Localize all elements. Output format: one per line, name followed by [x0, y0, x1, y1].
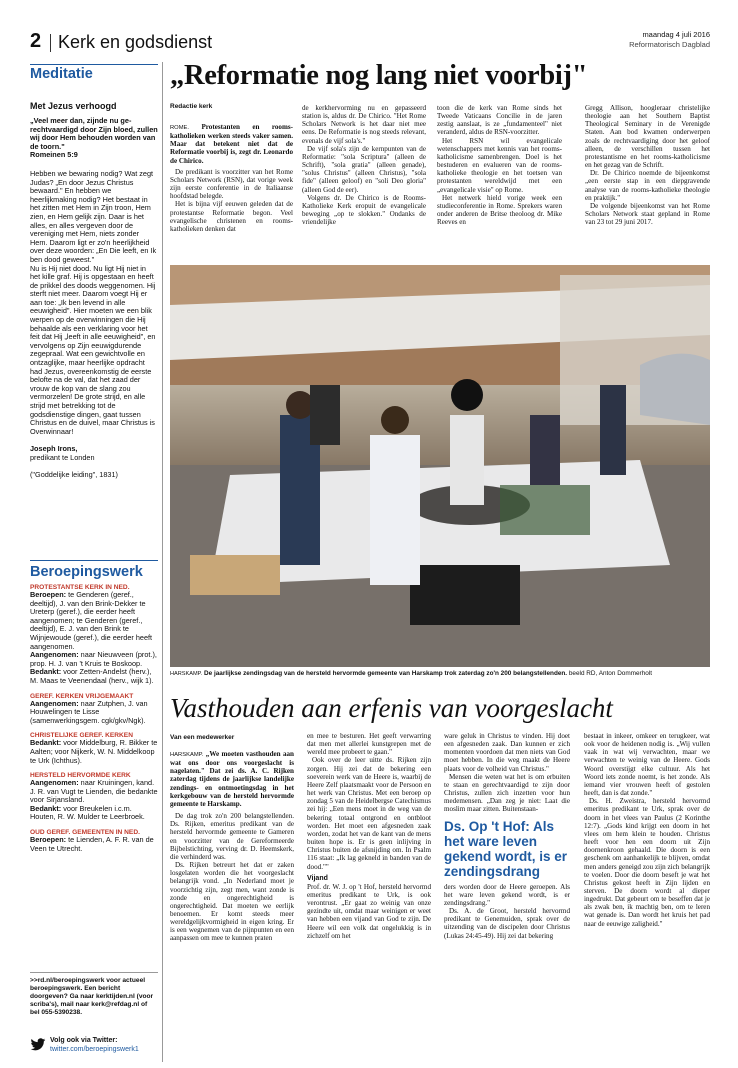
article2-paragraph: en mee te besturen. Het geeft verwarring dat men met allerlei kunstgrepen met de wereld mee probeert te gaan." [307, 732, 431, 757]
article1-paragraph: De predikant is voorzitter van het Rome Scholars Network (RSN), dat vorige week zijn eerste conferentie in de Italiaanse hoofdstad belegde. [170, 167, 293, 201]
article1-paragraph: De vijf sola's zijn de kernpunten van de Reformatie: "sola Scriptura" (alleen de Schrift), "sola gratia" (alleen genade), "solus Christus" (alleen Christus), "sola fide" (alleen geloof) en "soli Deo gloria" (alleen God de eer). [302, 144, 426, 194]
twitter-icon [30, 1038, 46, 1052]
beroep-line [30, 739, 158, 765]
market-photo [170, 265, 710, 667]
section-title: Kerk en godsdienst [58, 32, 213, 52]
article1-dateline: ROME. [170, 125, 190, 131]
footer-note-rule [30, 972, 158, 973]
beroep-line [30, 836, 158, 853]
beroep-line-text: te Lienden, A. F. R. van de Veen te Utrecht. [30, 835, 154, 853]
sidebar-divider [162, 62, 163, 1062]
article2-paragraph: bestaat in inkeer, omkeer en terugkeer, wat ook voor de heidenen nodig is. „Wij vullen vaak in wat wij verwachten, maar we verwachten te weinig van de Heere. Gods Woord overstijgt elke cultuur. Als het Woord iets zonde noemt, is het zonde. Als iemand vier vrouwen heeft of gestolen heeft, dan is dat zonde." [584, 732, 710, 798]
beroepingswerk-footer-note: >>rd.nl/beroepingswerk voor actueel beroepingswerk. Een bericht doorgeven? Ga naar kerktijden.nl (voor scriba's), mail naar kerk@refdag.nl of bel 055-5390238. [30, 977, 154, 1016]
article2-paragraph: ware geluk in Christus te vinden. Hij doet een afgesneden zaak. Dan kunnen er zich momenten voordoen dat men niets van God moet hebben. In die weg maakt de Heere plaats voor de volheid van Christus." [444, 732, 570, 773]
article2-col4 [584, 732, 710, 928]
photo-caption-text: De jaarlijkse zendingsdag van de hersteld hervormde gemeente van Harskamp trok zaterdag zo'n 200 belangstellenden. [204, 670, 568, 677]
beroepingswerk-rule [30, 560, 158, 561]
beroepingswerk-groups [30, 584, 158, 853]
beroep-line-text: te Genderen (geref., deeltijd), J. van den Brink-Dekker te Ureterp (geref.), die eerder heeft aangenomen; te Genderen (geref., deeltijd), E. J. van den Brink te Wijnjewoude (geref.), die eerder heeft aangenomen. [30, 590, 153, 651]
meditatie-author-role: predikant te Londen [30, 452, 95, 462]
twitter-block[interactable] [30, 1036, 170, 1058]
beroep-line-label: Beroepen: [30, 590, 67, 599]
meditatie-block [30, 66, 158, 479]
beroep-group-title: OUD GEREF. GEMEENTEN IN NED. [30, 829, 140, 837]
article2-paragraph: ders worden door de Heere geroepen. Als het ware leven gekend wordt, is er zendingsdrang." [444, 882, 570, 907]
article1-headline: „Reformatie nog lang niet voorbij" [170, 60, 588, 91]
beroep-line-label: Aangenomen: [30, 778, 79, 788]
article2-col1 [170, 750, 294, 943]
beroep-line-text: naar Zutphen, J. van Houwelingen te Lisse (samenwerkingsgem. cgk/gkv/Ngk). [30, 698, 148, 725]
beroep-line-text: voor Zetten-Andelst (herv.), M. Maas te Veenendaal (herv., wijk 1). [30, 667, 154, 685]
article1-paragraph: Gregg Allison, hoogleraar christelijke theologie aan het Southern Baptist Theological Seminary in de Verenigde Staten. Aan bod kwamen onderwerpen zoals de rechtvaardiging door het geloof alleen, de verschillen tussen het protestantisme en het rooms-katholicisme en het gezag van de Schrift. [585, 104, 710, 170]
article1-paragraph: De volgende bijeenkomst van het Rome Scholars Network staat gepland in Rome van 23 tot 29 juni 2017. [585, 201, 710, 227]
beroep-group-title: CHRISTELIJKE GEREF. KERKEN [30, 732, 133, 740]
article1-paragraph: Het netwerk hield vorige week een studieconferentie in Rome. Sprekers waren onder anderen de Britse theoloog dr. Mike Reeves en [437, 193, 562, 227]
beroep-line-label: Aangenomen: [30, 650, 79, 660]
beroep-line [30, 805, 158, 822]
article2-paragraph: Ds. A. de Groot, hersteld hervormd predikant te Genemuiden, sprak over de uitzending van de discipelen door Christus (Lukas 24:45-49). Hij zei dat bekering [444, 907, 570, 940]
pull-quote: Ds. Op 't Hof: Als het ware leven gekend wordt, is er zendingsdrang [444, 818, 568, 879]
article1-lead: ROME. Protestanten en rooms-katholieken werken steeds vaker samen. Maar dat betekent niet dat de Reformatie voorbij is, zegt dr. Leonardo de Chirico. [170, 123, 293, 165]
article1-paragraph: de kerkhervorming nu en gepasseerd station is, aldus dr. De Chirico. "Het Rome Scholars Network is het daar niet mee eens. De Reformatie is nog steeds relevant, evenals de vijf sola's." [302, 104, 426, 145]
beroep-line [30, 779, 158, 805]
article1-paragraph: Volgens dr. De Chirico is de Rooms-Katholieke Kerk eropuit de evangelicale beweging „op te slokken." Ondanks de vriendelijke [302, 193, 426, 227]
article1-paragraph: Dr. De Chirico noemde de bijeenkomst „een eerste stap in een diepgravende analyse van de rooms-katholieke theologie en praktijk." [585, 169, 710, 202]
beroep-group-title: GEREF. KERKEN VRIJGEMAAKT [30, 692, 134, 700]
article1-paragraph: Het RSN wil evangelicale wetenschappers met kennis van het rooms-katholicisme samenbrengen. Doel is het bestuderen en evalueren van de rooms-katholieke theologie en het toetsen van protestanten wereldwijd met een „evangelicale visie" op Rome. [437, 136, 562, 194]
twitter-link[interactable]: twitter.com/beroepingswerk1 [50, 1046, 139, 1053]
meditatie-paragraph: Nu is Hij niet dood. Nu ligt Hij niet in het kille graf. Hij is opgestaan en heeft de prikkel des doods weggenomen. Hij sterft niet meer. Daarom voegt Hij er aan toe: „Ik ben levend in alle eeuwigheid". Hier moeten we een blik werpen op de overwinningen die Hij behaalde als een verklaring voor het feit dat Hij „leeft in alle eeuwigheid", en vervolgens op Zijn eeuwigdurende zegepraal. Wat een gewichtvolle en ontzaglijke, maar heerlijke opdracht had Jezus, overeenkomstig de eerste belofte na de val, dat het zaad der vrouw de kop van de slang zou vermorzelen! De grote strijd, en alle strijd met betrekking tot de godsdienstige dingen, gaat tussen Christus en de duivel, maar Christus is Overwinnaar! [30, 263, 156, 436]
article1-col2 [302, 104, 426, 226]
article2-paragraph: Ds. H. Zweistra, hersteld hervormd emeritus predikant te Urk, sprak over de doorn in het vlees van Paulus (2 Korinthe 12:7). „Gods kind krijgt een doorn in het vlees om hem klein te houden. Christus heeft voor hen een doorn uit Zijn doornenkroon gehaald. Die doorn is een geschenk om aanhankelijk te blijven, omdat men anders geneigd zou zijn zich belangrijk te voelen. Door die doorn beseft je wat het Christus gekost heeft in Zijn lijden en sterven. De doorn wordt al dieper ingedrukt. Dat gebeurt om te beseffen dat je als zwak ben, ik machtig ben, om te leren wat genade is. Dan wordt het kruis het pad naar de eeuwige zaligheid." [584, 797, 710, 928]
beroep-line-label: Bedankt: [30, 803, 62, 813]
sidebar-top-rule [30, 64, 158, 65]
article2-paragraph: Ds. Rijken betreurt het dat er zaken losgelaten worden die het voorgeslacht belangrijk vond. „In Nederland moet je voorzichtig zijn, zegt men, want zonde is zonde en ongerechtigheid is ongerechtigheid. Dat moeten we eerlijk benoemen. Er komt steeds meer wereldgelijkvormigheid in eigen kring. Er is een wegnemen van de pijnpunten en een aanpassen om mee te kunnen praten [170, 861, 294, 943]
article2-lead: HARSKAMP. „We moeten vasthouden aan wat ons door ons voorgeslacht is nagelaten." Dat zei ds. A. C. Rijken zaterdag tijdens de jaarlijkse landelijke zendings- en ontmoetingsdag in het kerkgebouw van de hersteld hervormde gemeente te Harskamp. [170, 750, 294, 808]
beroep-line-text: naar Kruiningen, kand. J. R. van Vugt te Lienden, die bedankte voor Sirjansland. [30, 778, 158, 805]
beroep-line-label: Aangenomen: [30, 698, 79, 708]
article2-subheading: Vijand [307, 874, 328, 882]
page-header [30, 30, 710, 54]
article2-paragraph: Mensen die weten wat het is om erbuiten te staan en gerechtvaardigd te zijn door Christus, zullen zich inzetten voor hun medemensen. „Dan zeg je niet: Laat die moslim maar zitten. Buitenstaan- [444, 772, 570, 814]
meditatie-heading: Meditatie [30, 66, 93, 82]
article2-paragraph: De dag trok zo'n 200 belangstellenden. Ds. Rijken, emeritus predikant van de hersteld hervormde gemeente te Gameren en voorzitter van de Gereformeerde Bijbelstichting, verving dr. D. Heemskerk, die verhinderd was. [170, 812, 294, 861]
article1-col3 [437, 104, 562, 226]
beroep-line [30, 591, 158, 651]
article2-paragraph: Ook over de leer uitte ds. Rijken zijn zorgen. Hij zei dat de bekering een soeverein werk van de Heere is, waarbij de Heere Zelf plaatsmaakt voor de Persoon en het werk van Christus. Met een beroep op zondag 5 van de Heidelbergse Catechismus zei hij: „Een mens moet in de weg van de bekering totaal ontgrond en ontbloot worden. Het moet een afgesneden zaak worden, zodat het van de kant van de mens buiten hope is. Er is geen inlijving in Christus buiten de afsnijding om. In Psalm 116 staat: „Ik lag gekneld in banden van de dood."" [307, 756, 431, 871]
article1-col4 [585, 104, 710, 226]
beroep-line-text: naar Nieuwveen (prot.), prop. H. J. van 't Kruis te Boskoop. [30, 650, 157, 668]
meditatie-paragraph: Hebben we bewaring nodig? Wat zegt Judas? „En door Jezus Christus bewaard." En hebben we heerlijkmaking nodig? Het bestaat in het zitten met Hem in Zijn troon, Hem zien, en Hem gelijk zijn. Daar is het alles, en alles vergeven door de vereniging met Hem, niets zonder Hem. Daarom ligt er zo'n heerlijkheid over deze woorden: „En Die leeft, en Ik ben dood geweest." [30, 168, 157, 264]
header-divider [50, 34, 51, 52]
photo-credit: beeld RD, Anton Dommerholt [568, 670, 652, 677]
beroep-line [30, 668, 158, 685]
meditatie-verse: „Veel meer dan, zijnde nu ge-rechtvaardigd door Zijn bloed, zullen wij door Hem behouden worden van de toorn." [30, 116, 158, 151]
header-newspaper: Reformatorisch Dagblad [629, 40, 710, 49]
article1-byline: Redactie kerk [170, 103, 213, 110]
article2-headline: Vasthouden aan erfenis van voorgeslacht [170, 693, 613, 723]
beroep-group-title: HERSTELD HERVORMDE KERK [30, 772, 131, 780]
header-date: maandag 4 juli 2016 [642, 30, 710, 39]
beroepingswerk-heading: Beroepingswerk [30, 564, 143, 580]
photo-caption-place: HARSKAMP. [170, 671, 203, 677]
beroep-line-label: Beroepen: [30, 835, 67, 845]
article1-col1 [170, 123, 293, 233]
beroep-line-label: Bedankt: [30, 667, 62, 677]
article1-paragraph: Het is bijna vijf eeuwen geleden dat de protestantse Reformatie begon. Veel evangelische christenen en rooms-katholieken denken dat [170, 200, 293, 233]
beroep-line [30, 700, 158, 726]
beroep-group-title: PROTESTANTSE KERK IN NED. [30, 584, 130, 591]
article2-dateline: HARSKAMP. [170, 752, 204, 758]
beroep-line-text: voor Middelburg, R. Bikker te Aalten; voor Nijkerk, W. N. Middelkoop te Urk (Ichthus). [30, 738, 158, 765]
meditatie-author: Joseph Irons, [30, 444, 78, 454]
beroep-line-text: voor Breukelen i.c.m. Houten, R. W. Mulder te Leerbroek. [30, 803, 145, 822]
meditatie-title: Met Jezus verhoogd [30, 101, 117, 111]
twitter-label: Volg ook via Twitter: [50, 1037, 118, 1044]
meditatie-source: ("Goddelijke leiding", 1831) [30, 469, 118, 479]
beroep-line [30, 651, 158, 668]
article2-paragraph: Prof. dr. W. J. op 't Hof, hersteld hervormd emeritus predikant te Urk, is ook verontrust. „Er gaat zo weinig van onze gezindte uit, omdat maar weinigen er weet van hebben een vijand van God te zijn. De Heere wil een volk dat ongelukkig is in zichzelf om het [307, 882, 431, 940]
beroep-line-label: Bedankt: [30, 738, 62, 748]
article2-col3 [444, 732, 570, 940]
article1-paragraph: toon die de kerk van Rome sinds het Tweede Vaticaans Concilie in de jaren zestig aanslaat, is ze „fundamenteel" niet veranderd, aldus de RSN-voorzitter. [437, 104, 562, 137]
meditatie-verse-ref: Romeinen 5:9 [30, 150, 78, 160]
photo-caption [170, 670, 710, 677]
photo-illustration [170, 265, 710, 667]
article2-byline: Van een medewerker [170, 734, 235, 741]
article2-col2 [307, 732, 431, 940]
beroepingswerk-block [30, 564, 158, 853]
page-number: 2 [30, 30, 42, 52]
